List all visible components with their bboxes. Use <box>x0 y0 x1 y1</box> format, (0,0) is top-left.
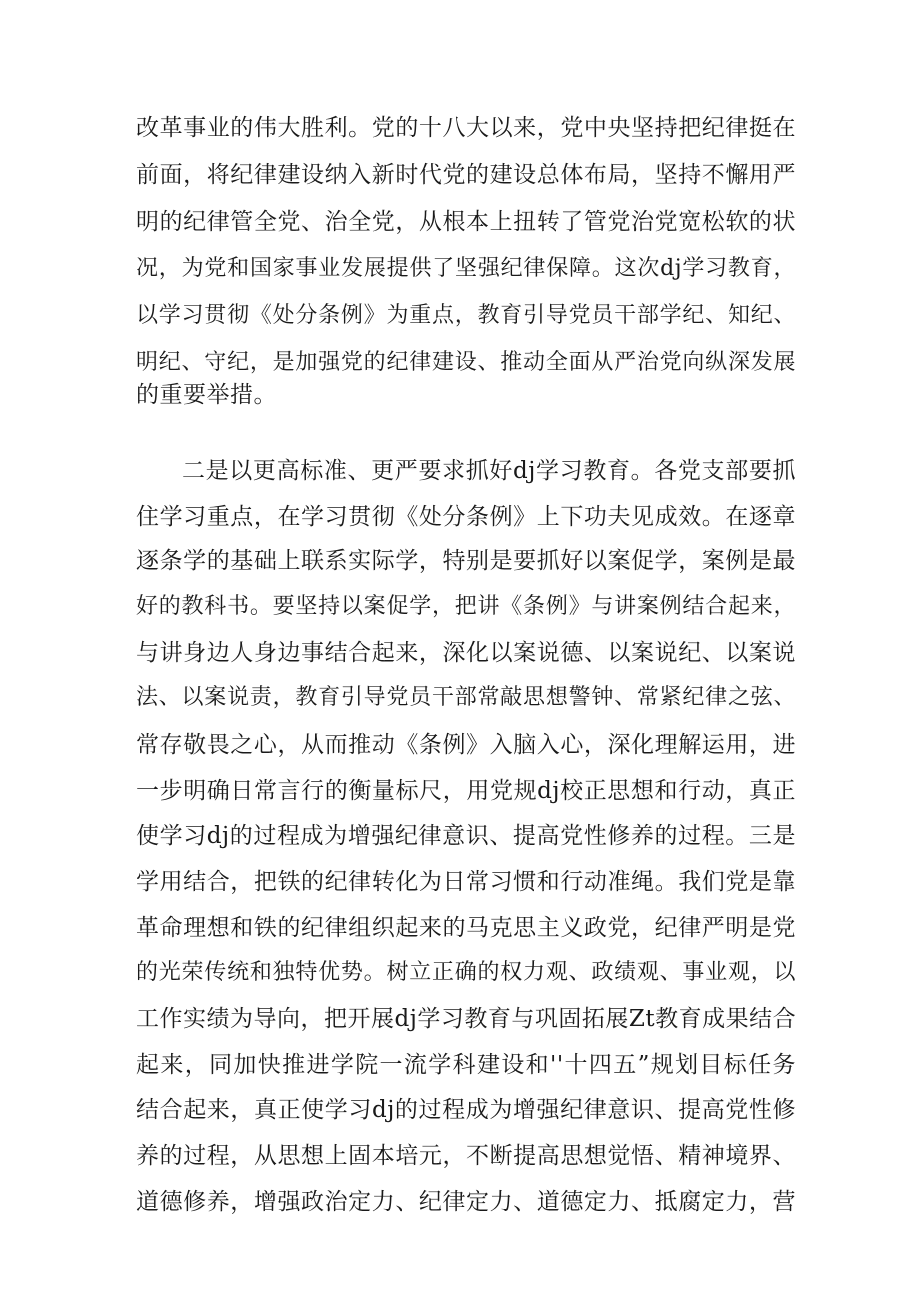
text-line-23: 养的过程，从思想上固本培元，不断提高思想觉悟、精神境界、 <box>136 1143 796 1169</box>
text-line-4: 况，为党和国家事业发展提供了坚强纪律保障。这次dj学习教育， <box>136 256 796 281</box>
text-line-6: 明纪、守纪，是加强党的纪律建设、推动全面从严治党向纵深发展 <box>136 350 796 375</box>
text-line-7: 的重要举措。 <box>136 382 277 408</box>
text-line-17: 学用结合，把铁的纪律转化为日常习惯和行动准绳。我们党是靠 <box>136 869 796 895</box>
text-line-19: 的光荣传统和独特优势。树立正确的权力观、政绩观、事业观，以 <box>136 960 796 985</box>
text-line-18: 革命理想和铁的纪律组织起来的马克思主义政党，纪律严明是党 <box>136 915 796 941</box>
text-line-5: 以学习贯彻《处分条例》为重点，教育引导党员干部学纪、知纪、 <box>136 303 796 328</box>
text-line-3: 明的纪律管全党、治全党，从根本上扭转了管党治党宽松软的状 <box>136 209 796 235</box>
text-line-12: 与讲身边人身边事结合起来，深化以案说德、以案说纪、以案说 <box>136 640 796 666</box>
text-line-15: 一步明确日常言行的衡量标尺，用党规dj校正思想和行动，真正 <box>136 778 796 804</box>
text-line-16: 使学习dj的过程成为增强纪律意识、提高党性修养的过程。三是 <box>136 823 796 849</box>
text-line-1: 改革事业的伟大胜利。党的十八大以来，党中央坚持把纪律挺在 <box>136 115 796 141</box>
text-line-21: 起来，同加快推进学院一流学科建设和''十四五”规划目标任务 <box>136 1052 796 1078</box>
text-line-2: 前面，将纪律建设纳入新时代党的建设总体布局，坚持不懈用严 <box>136 162 796 188</box>
text-line-8: 二是以更高标准、更严要求抓好dj学习教育。各党支部要抓 <box>182 458 796 484</box>
text-line-24: 道德修养，增强政治定力、纪律定力、道德定力、抵腐定力，营 <box>136 1189 796 1215</box>
text-line-10: 逐条学的基础上联系实际学，特别是要抓好以案促学，案例是最 <box>136 548 796 574</box>
text-line-11: 好的教科书。要坚持以案促学，把讲《条例》与讲案例结合起来， <box>136 594 796 619</box>
text-line-9: 住学习重点，在学习贯彻《处分条例》上下功夫见成效。在逐章 <box>136 504 796 530</box>
text-line-14: 常存敬畏之心，从而推动《条例》入脑入心，深化理解运用，进 <box>136 732 796 758</box>
text-line-22: 结合起来，真正使学习dj的过程成为增强纪律意识、提高党性修 <box>136 1097 796 1123</box>
text-line-20: 工作实绩为导向，把开展dj学习教育与巩固拓展Zt教育成果结合 <box>136 1006 797 1032</box>
text-line-13: 法、以案说责，教育引导党员干部常敲思想警钟、常紧纪律之弦、 <box>136 685 796 710</box>
